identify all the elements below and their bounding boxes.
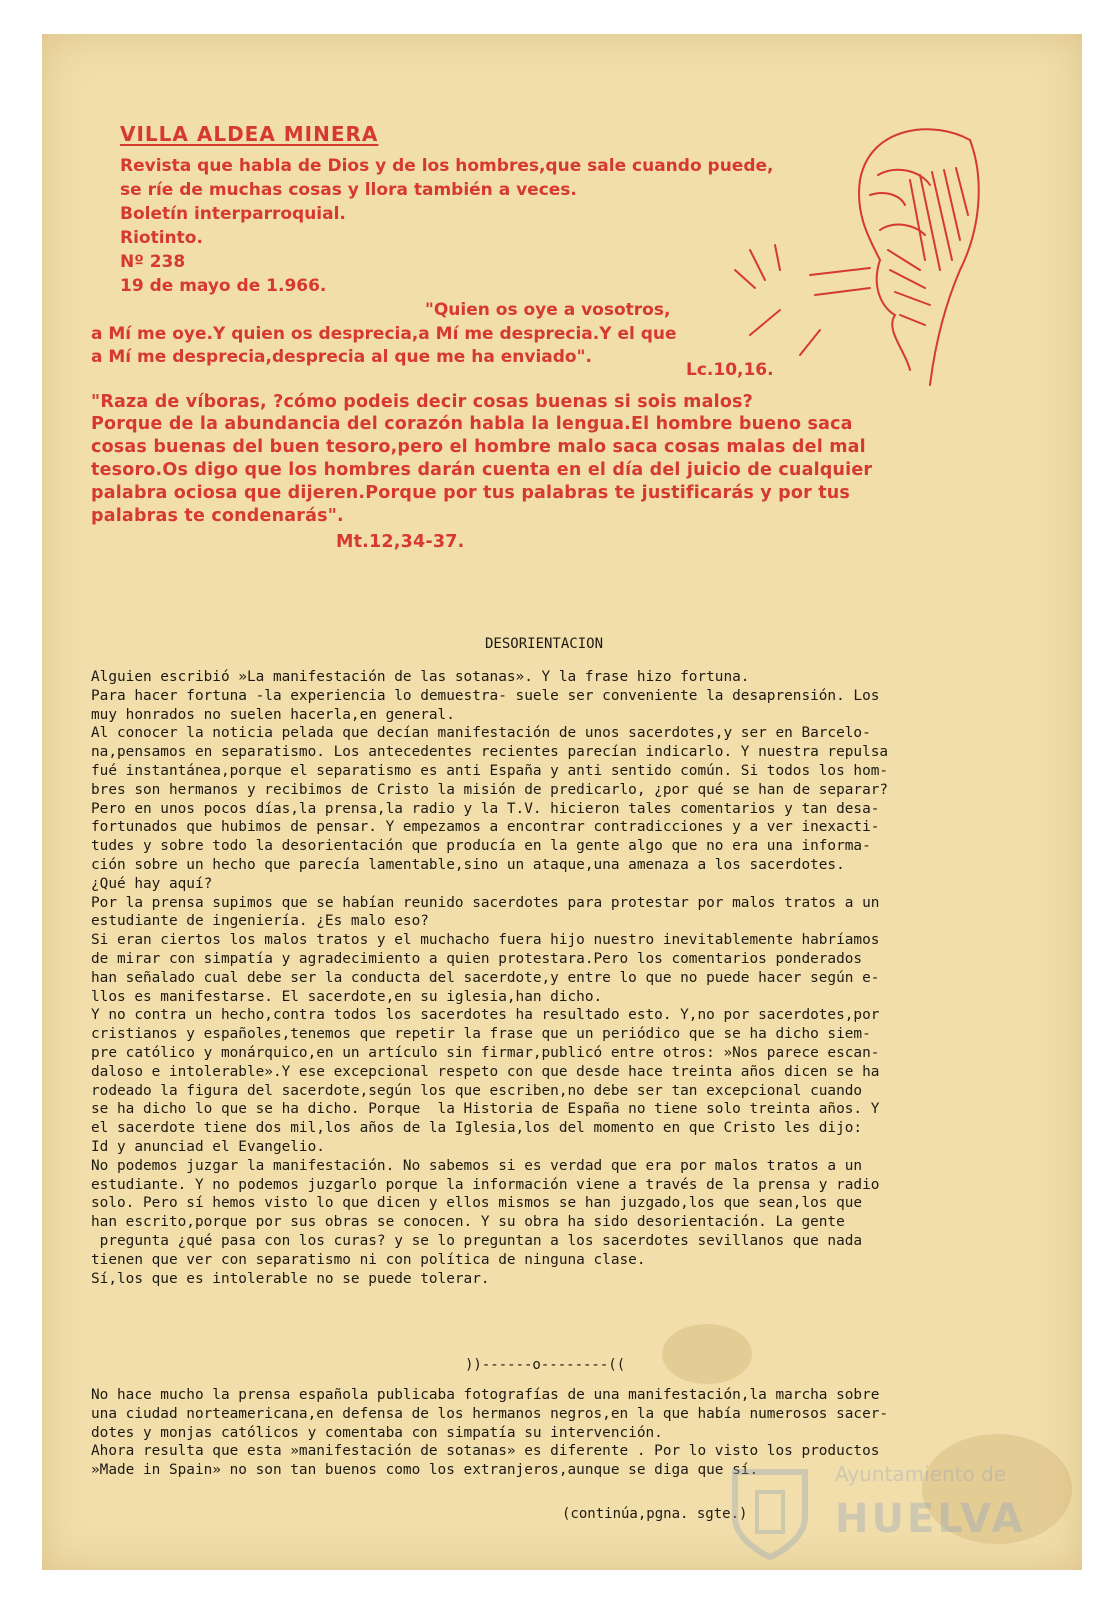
quote-line: palabras te condenarás". bbox=[91, 506, 344, 526]
archive-watermark bbox=[715, 1462, 1045, 1572]
quote-line: a Mí me oye.Y quien os desprecia,a Mí me desprecia.Y el que bbox=[91, 324, 677, 344]
masthead-line: se ríe de muchas cosas y llora también a veces. bbox=[120, 180, 577, 200]
section-separator: ))------o--------(( bbox=[465, 1357, 626, 1373]
masthead-line: Boletín interparroquial. bbox=[120, 204, 346, 224]
issue-date: 19 de mayo de 1.966. bbox=[120, 276, 327, 296]
masthead-title: VILLA ALDEA MINERA bbox=[120, 122, 379, 146]
article-title: DESORIENTACION bbox=[485, 636, 604, 652]
article-body: Alguien escribió »La manifestación de las sotanas». Y la frase hizo fortuna. Para hacer fortuna -la experiencia lo demuestra- suele ser conveniente la desaprensión. Los muy honrados no suelen hacerla,en general. Al conocer la noticia pelada que decían manifestación de unos sacerdotes,y ser en Barcelo- na,pensamos en separatismo. Los antecedentes recientes parecían indicarlo. Y nuestra repulsa fué instantánea,porque el separatismo es anti España y anti sentido común. Si todos los hom- bres son hermanos y recibimos de Cristo la misión de predicarlo, ¿por qué se han de separar? Pero en unos pocos días,la prensa,la radio y la T.V. hicieron tales comentarios y tan desa- fortunados que hubimos de pensar. Y empezamos a encontrar contradicciones y a ver inexacti- tudes y sobre todo la desorientación que producía en la gente algo que no era una informa- ción sobre un hecho que parecía lamentable,sino un ataque,una amenaza a los sacerdotes. ¿Qué hay aquí? Por la prensa supimos que se habían reunido sacerdotes para protestar por malos tratos a un estudiante de ingeniería. ¿Es malo eso? Si eran ciertos los malos tratos y el muchacho fuera hijo nuestro inevitablemente habríamos de mirar con simpatía y agradecimiento a quien protestara.Pero los comentarios ponderados han señalado cual debe ser la conducta del sacerdote,y entre lo que no puede hacer según e- llos es manifestarse. El sacerdote,en su iglesia,han dicho. Y no contra un hecho,contra todos los sacerdotes ha resultado esto. Y,no por sacerdotes,por cristianos y españoles,tenemos que repetir la frase que un periódico que se ha dicho siem- pre católico y monárquico,en un artículo sin firmar,publicó entre otros: »Nos parece escan- daloso e intolerable».Y ese excepcional respeto con que desde hace treinta años dicen se ha rodeado la figura del sacerdote,según los que escriben,no debe ser tan excepcional cuando se ha dicho lo que se ha dicho. Porque la Historia de España no tiene solo treinta años. Y el sacerdote tiene dos mil,los años de la Iglesia,los del momento en que Cristo les dijo: Id y anunciad el Evangelio. No podemos juzgar la manifestación. No sabemos si es verdad que era por malos tratos a un estudiante. Y no podemos juzgarlo porque la información viene a través de la prensa y radio solo. Pero sí hemos visto lo que dicen y ellos mismos se han juzgado,los que sean,los que han escrito,porque por sus obras se conocen. Y su obra ha sido desorientación. La gente pregunta ¿qué pasa con los curas? y se lo preguntan a los sacerdotes sevillanos que nada tienen que ver con separatismo ni con política de ninguna clase. Sí,los que es intolerable no se puede tolerar. bbox=[91, 669, 889, 1287]
watermark-name: HUELVA bbox=[835, 1496, 1026, 1542]
masthead-line: Revista que habla de Dios y de los hombres,que sale cuando puede, bbox=[120, 156, 774, 176]
issue-number: Nº 238 bbox=[120, 252, 186, 272]
quote-line: "Quien os oye a vosotros, bbox=[425, 300, 671, 320]
quote-line: a Mí me desprecia,desprecia al que me ha enviado". bbox=[91, 347, 592, 367]
quote-line: "Raza de víboras, ?cómo podeis decir cosas buenas si sois malos? bbox=[91, 392, 754, 412]
masthead-line: Riotinto. bbox=[120, 228, 203, 248]
watermark-caption: Ayuntamiento de bbox=[835, 1462, 1007, 1486]
shield-icon bbox=[725, 1462, 815, 1562]
paper-stain bbox=[662, 1324, 752, 1384]
article-body: No hace mucho la prensa española publicaba fotografías de una manifestación,la marcha sobre una ciudad norteamericana,en defensa de los hermanos negros,en la que había numerosos sacer- dotes y monjas católicos y comentaba con simpatía su intervención. Ahora resulta que esta »manifestación de sotanas» es diferente . Por lo visto los productos »Made in Spain» no son tan buenos como los extranjeros,aunque se diga que sí. bbox=[91, 1387, 889, 1479]
quote-reference: Lc.10,16. bbox=[686, 360, 774, 380]
continues-note: (continúa,pgna. sgte.) bbox=[562, 1506, 748, 1522]
face-sketch-icon bbox=[720, 120, 1010, 400]
quote-reference: Mt.12,34-37. bbox=[336, 532, 465, 552]
quote-line: palabra ociosa que dijeren.Porque por tus palabras te justificarás y por tus bbox=[91, 483, 851, 503]
quote-line: cosas buenas del buen tesoro,pero el hombre malo saca cosas malas del mal bbox=[91, 437, 866, 457]
quote-line: Porque de la abundancia del corazón habla la lengua.El hombre bueno saca bbox=[91, 414, 853, 434]
quote-line: tesoro.Os digo que los hombres darán cuenta en el día del juicio de cualquier bbox=[91, 460, 873, 480]
